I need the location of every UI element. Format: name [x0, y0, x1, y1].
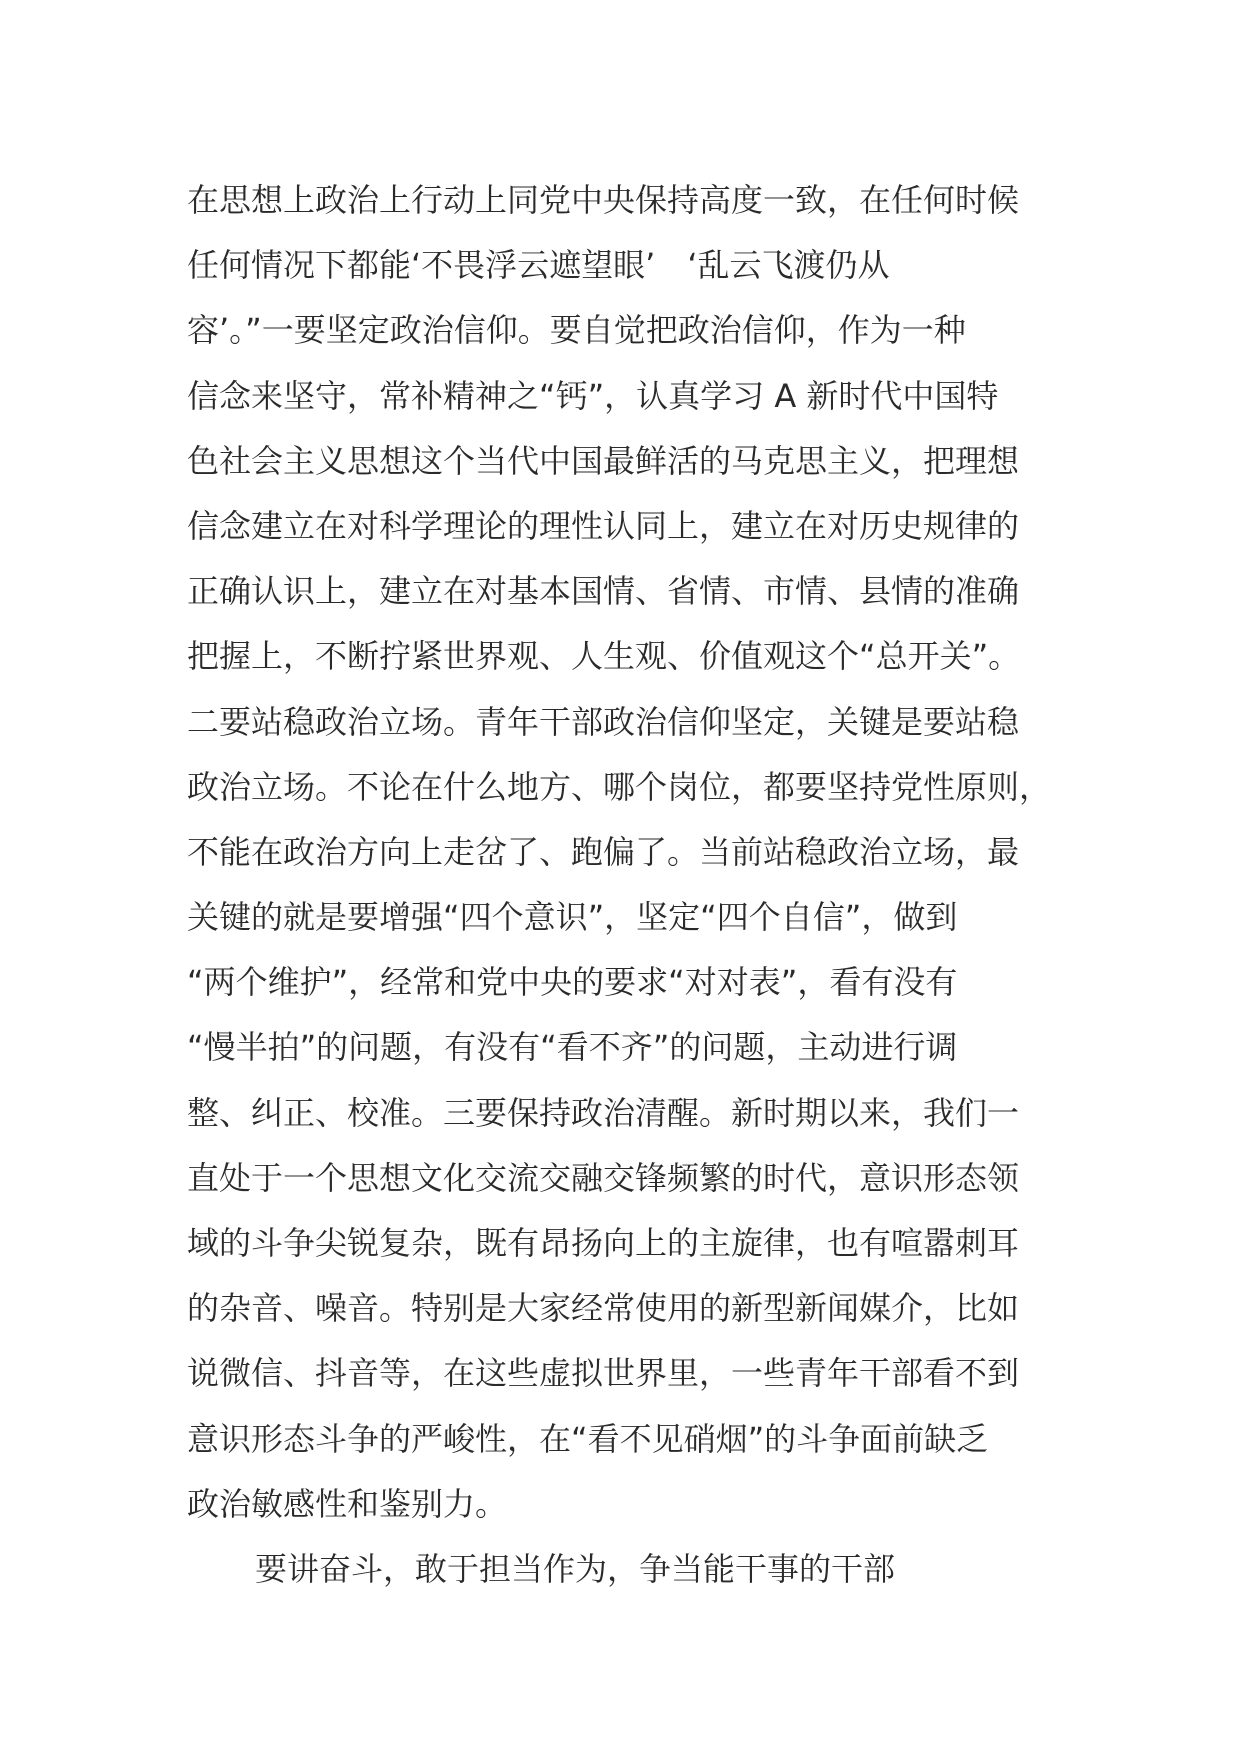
text-line: 二要站稳政治立场。青年干部政治信仰坚定，关键是要站稳	[187, 702, 1020, 741]
text-line: 说微信、抖音等，在这些虚拟世界里，一些青年干部看不到	[187, 1354, 1020, 1393]
text-line: 关键的就是要增强“四个意识”，坚定“四个自信”，做到	[187, 898, 958, 937]
text-line: 政治敏感性和鉴别力。	[187, 1484, 508, 1523]
text-line: “慢半拍”的问题，有没有“看不齐”的问题，主动进行调	[187, 1028, 958, 1067]
text-line: 容’。”一要坚定政治信仰。要自觉把政治信仰，作为一种	[187, 311, 966, 350]
text-line: 不能在政治方向上走岔了、跑偏了。当前站稳政治立场，最	[187, 832, 1020, 871]
text-line: 域的斗争尖锐复杂，既有昂扬向上的主旋律，也有喧嚣刺耳	[187, 1224, 1020, 1262]
text-line: 正确认识上，建立在对基本国情、省情、市情、县情的准确	[187, 572, 1020, 611]
section-heading: 要讲奋斗，敢于担当作为，争当能干事的干部	[255, 1550, 896, 1588]
text-line: 信念建立在对科学理论的理性认同上，建立在对历史规律的	[187, 506, 1020, 545]
text-line: 直处于一个思想文化交流交融交锋频繁的时代，意识形态领	[187, 1158, 1020, 1197]
body-text	[187, 168, 1067, 1537]
text-line: 政治立场。不论在什么地方、哪个岗位，都要坚持党性原则，	[187, 767, 1052, 806]
text-line: 整、纠正、校准。三要保持政治清醒。新时期以来，我们一	[187, 1093, 1020, 1132]
text-line: 意识形态斗争的严峻性，在“看不见硝烟”的斗争面前缺乏	[187, 1419, 989, 1458]
text-line: 信念来坚守，常补精神之“钙”，认真学习 A 新时代中国特	[187, 376, 999, 415]
text-line: 在思想上政治上行动上同党中央保持高度一致，在任何时候	[187, 181, 1020, 219]
text-line: “两个维护”，经常和党中央的要求“对对表”，看有没有	[187, 963, 958, 1002]
text-line: 的杂音、噪音。特别是大家经常使用的新型新闻媒介，比如	[187, 1289, 1020, 1328]
text-line: 任何情况下都能‘不畏浮云遮望眼’ ‘乱云飞渡仍从	[187, 246, 890, 285]
text-line: 把握上，不断拧紧世界观、人生观、价值观这个“总开关”。	[187, 637, 1021, 676]
text-line: 色社会主义思想这个当代中国最鲜活的马克思主义，把理想	[187, 441, 1020, 480]
